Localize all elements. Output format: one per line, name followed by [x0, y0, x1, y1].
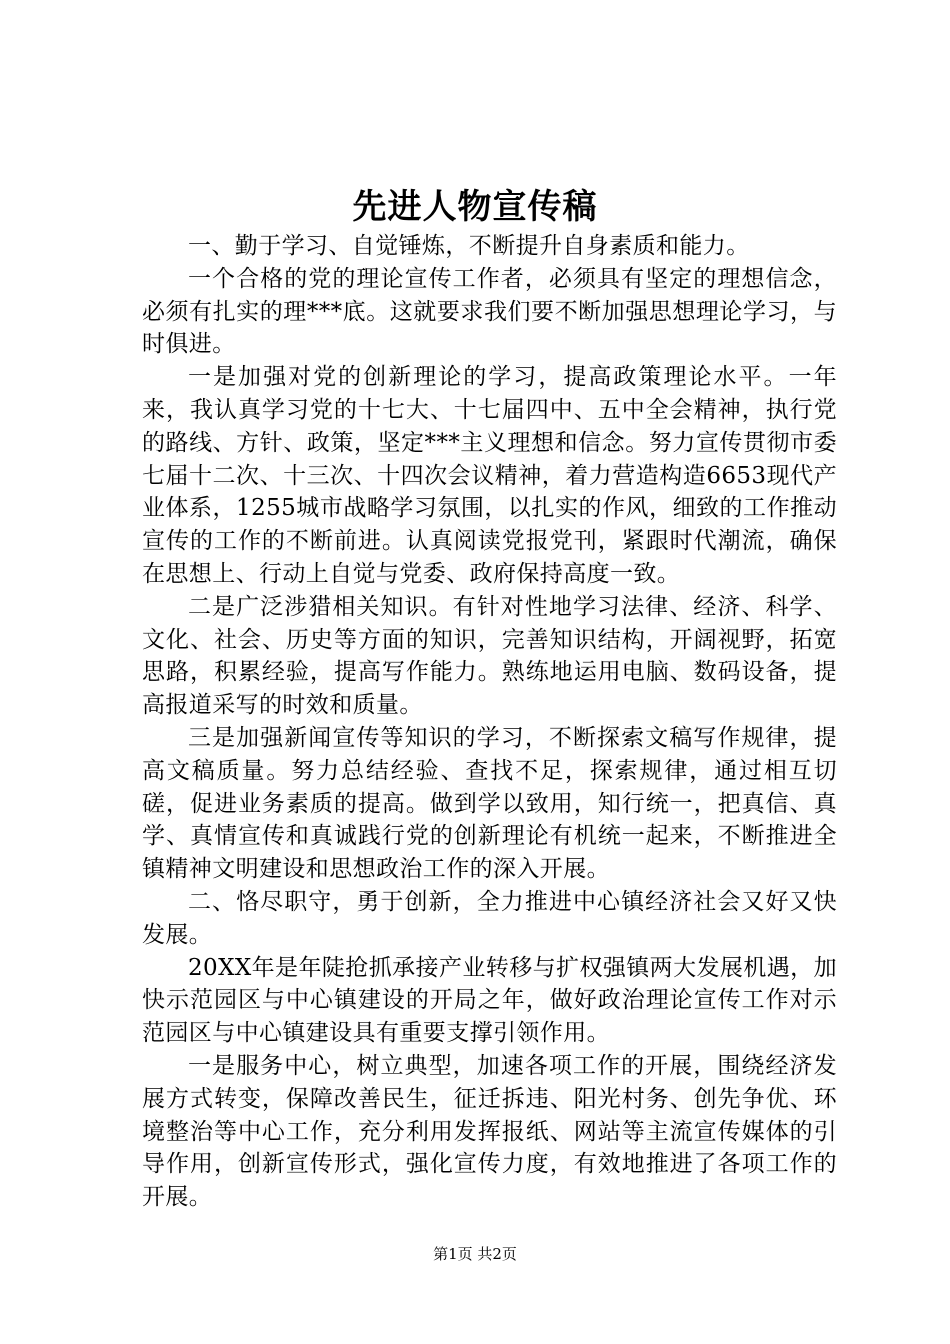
- document-title: 先进人物宣传稿: [352, 187, 598, 227]
- paragraph: 三是加强新闻宣传等知识的学习，不断探索文稿写作规律，提高文稿质量。努力总结经验、查找不足，探索规律，通过相互切磋，促进业务素质的提高。做到学以致用，知行统一，把真信、真学、真情宣传和真诚践行党的创新理论有机统一起来，不断推进全镇精神文明建设和思想政治工作的深入开展。: [142, 724, 837, 883]
- paragraph: 一是服务中心，树立典型，加速各项工作的开展，围绕经济发展方式转变，保障改善民生，征迁拆违、阳光村务、创先争优、环境整治等中心工作，充分利用发挥报纸、网站等主流宣传媒体的引导作用，创新宣传形式，强化宣传力度，有效地推进了各项工作的开展。: [142, 1052, 837, 1211]
- paragraph-section-2-heading: 二、恪尽职守，勇于创新，全力推进中心镇经济社会又好又快发展。: [142, 888, 837, 948]
- paragraph-section-1-heading: 一、勤于学习、自觉锤炼，不断提升自身素质和能力。: [188, 233, 750, 259]
- paragraph: 二是广泛涉猎相关知识。有针对性地学习法律、经济、科学、文化、社会、历史等方面的知识，完善知识结构，开阔视野，拓宽思路，积累经验，提高写作能力。熟练地运用电脑、数码设备，提高报道采写的时效和质量。: [142, 593, 837, 719]
- paragraph: 20XX年是年陡抢抓承接产业转移与扩权强镇两大发展机遇，加快示范园区与中心镇建设的开局之年，做好政治理论宣传工作对示范园区与中心镇建设具有重要支撑引领作用。: [142, 954, 837, 1047]
- page-number: 第1页 共2页: [433, 1245, 517, 1263]
- page-footer: [0, 1244, 950, 1264]
- paragraph: 一是加强对党的创新理论的学习，提高政策理论水平。一年来，我认真学习党的十七大、十七届四中、五中全会精神，执行党的路线、方针、政策，坚定***主义理想和信念。努力宣传贯彻市委七届十二次、十三次、十四次会议精神，着力营造构造6653现代产业体系，1255城市战略学习氛围，以扎实的作风，细致的工作推动宣传的工作的不断前进。认真阅读党报党刊，紧跟时代潮流，确保在思想上、行动上自觉与党委、政府保持高度一致。: [142, 364, 837, 587]
- document-body: [142, 230, 837, 1214]
- paragraph: 一个合格的党的理论宣传工作者，必须具有坚定的理想信念，必须有扎实的理***底。这就要求我们要不断加强思想理论学习，与时俱进。: [142, 265, 837, 358]
